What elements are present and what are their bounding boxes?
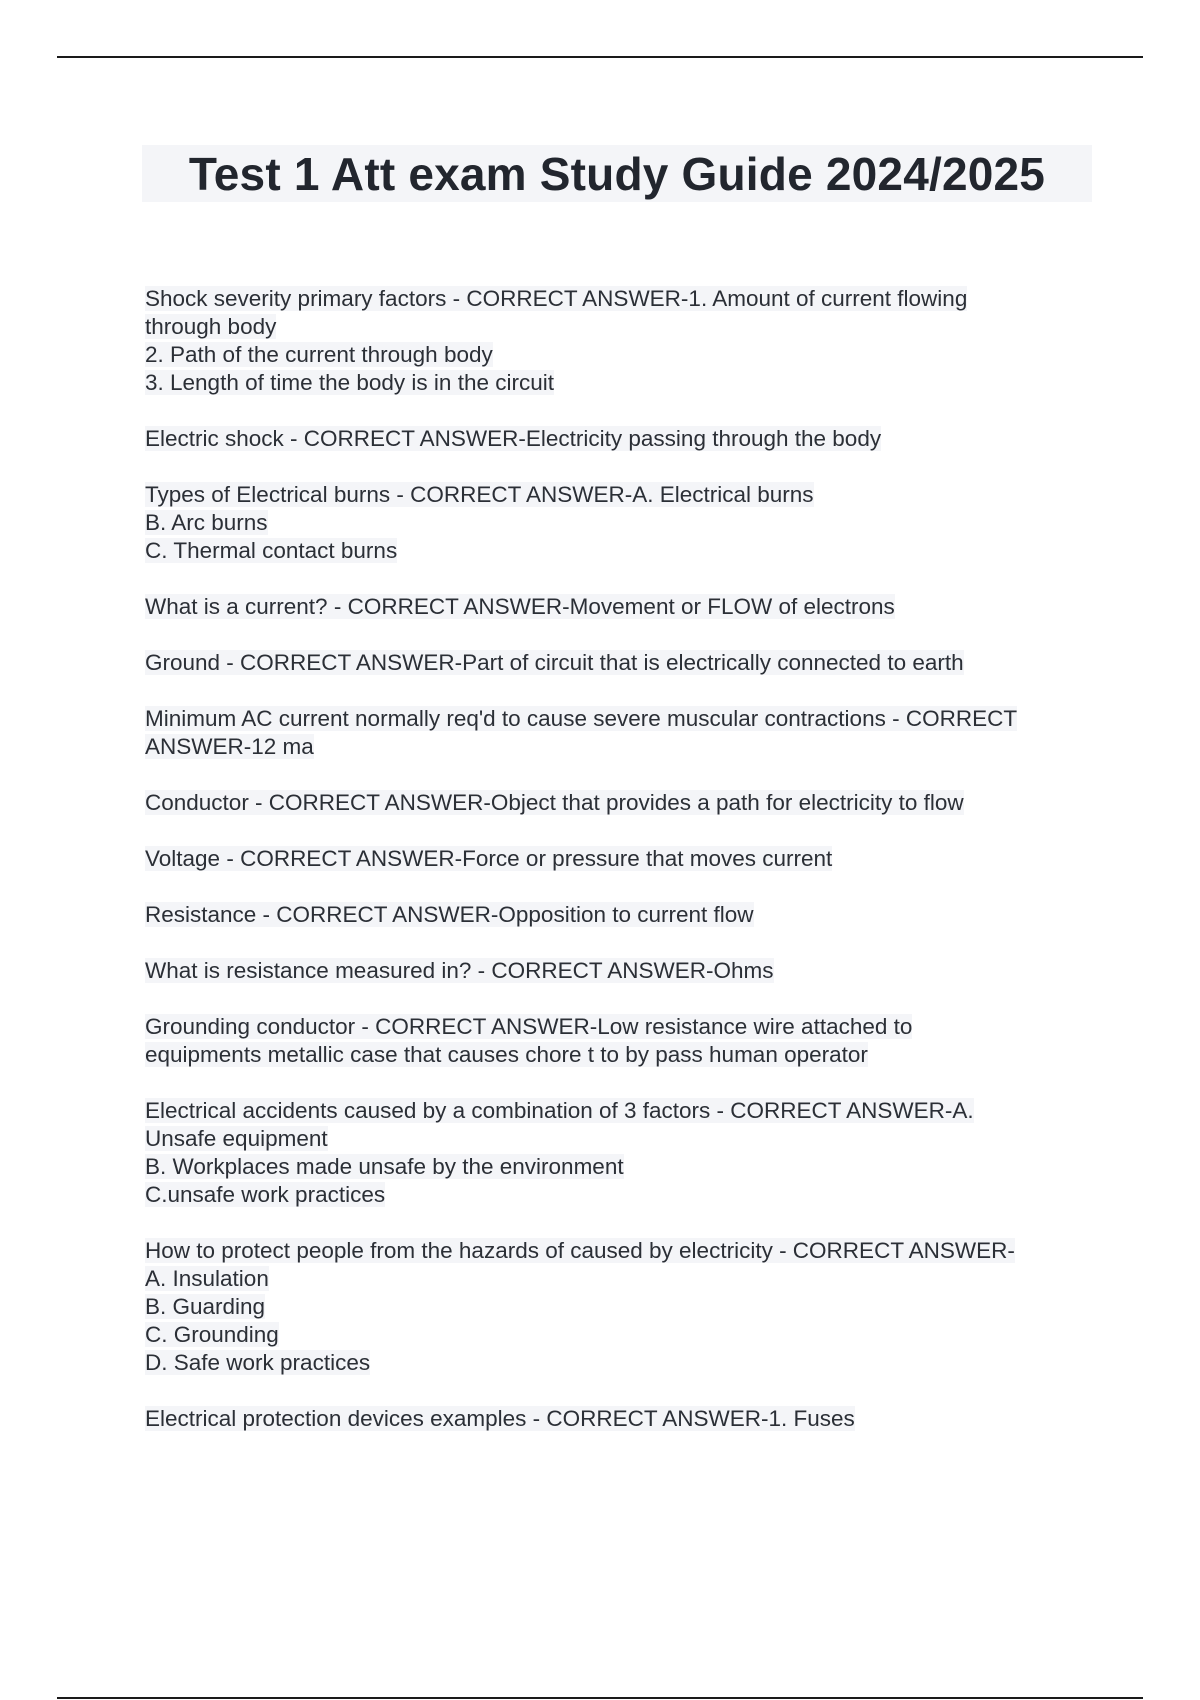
qa-line: D. Safe work practices: [145, 1350, 371, 1375]
qa-entry: [145, 285, 1095, 397]
qa-entry: [145, 1237, 1095, 1377]
qa-line: Conductor - CORRECT ANSWER-Object that provides a path for electricity to flow: [145, 790, 964, 815]
qa-entry: [145, 1097, 1095, 1209]
page-title: Test 1 Att exam Study Guide 2024/2025: [188, 147, 1046, 200]
qa-line: What is resistance measured in? - CORRECT ANSWER-Ohms: [145, 958, 774, 983]
qa-line: 2. Path of the current through body: [145, 342, 493, 367]
title-banner: [142, 145, 1092, 202]
qa-line: equipments metallic case that causes chore t to by pass human operator: [145, 1042, 868, 1067]
qa-line: Electrical protection devices examples - CORRECT ANSWER-1. Fuses: [145, 1406, 855, 1431]
qa-line: through body: [145, 314, 277, 339]
qa-line: What is a current? - CORRECT ANSWER-Movement or FLOW of electrons: [145, 594, 895, 619]
qa-line: Minimum AC current normally req'd to cause severe muscular contractions - CORRECT: [145, 706, 1018, 731]
qa-entry: [145, 845, 1095, 873]
qa-entry: [145, 901, 1095, 929]
qa-line: Shock severity primary factors - CORRECT ANSWER-1. Amount of current flowing: [145, 286, 968, 311]
qa-line: B. Arc burns: [145, 510, 268, 535]
qa-entry: [145, 481, 1095, 565]
qa-entry: [145, 1013, 1095, 1069]
qa-line: C.unsafe work practices: [145, 1182, 386, 1207]
qa-line: Types of Electrical burns - CORRECT ANSWER-A. Electrical burns: [145, 482, 814, 507]
qa-line: Electric shock - CORRECT ANSWER-Electricity passing through the body: [145, 426, 882, 451]
qa-entry: [145, 957, 1095, 985]
qa-line: Grounding conductor - CORRECT ANSWER-Low resistance wire attached to: [145, 1014, 913, 1039]
qa-entry: [145, 425, 1095, 453]
qa-line: Resistance - CORRECT ANSWER-Opposition to current flow: [145, 902, 754, 927]
qa-entry: [145, 705, 1095, 761]
qa-line: Voltage - CORRECT ANSWER-Force or pressure that moves current: [145, 846, 833, 871]
top-divider: [57, 56, 1143, 58]
qa-entry: [145, 789, 1095, 817]
qa-line: Unsafe equipment: [145, 1126, 328, 1151]
qa-line: C. Thermal contact burns: [145, 538, 398, 563]
qa-entry: [145, 1405, 1095, 1433]
qa-entry: [145, 649, 1095, 677]
qa-line: A. Insulation: [145, 1266, 269, 1291]
qa-entry: [145, 593, 1095, 621]
qa-line: 3. Length of time the body is in the circuit: [145, 370, 554, 395]
qa-line: C. Grounding: [145, 1322, 279, 1347]
qa-line: B. Workplaces made unsafe by the environment: [145, 1154, 624, 1179]
qa-line: B. Guarding: [145, 1294, 266, 1319]
qa-line: Ground - CORRECT ANSWER-Part of circuit that is electrically connected to earth: [145, 650, 964, 675]
qa-list: [145, 285, 1095, 1461]
qa-line: How to protect people from the hazards of caused by electricity - CORRECT ANSWER-: [145, 1238, 1015, 1263]
qa-line: Electrical accidents caused by a combination of 3 factors - CORRECT ANSWER-A.: [145, 1098, 974, 1123]
qa-line: ANSWER-12 ma: [145, 734, 314, 759]
bottom-divider: [57, 1697, 1143, 1699]
